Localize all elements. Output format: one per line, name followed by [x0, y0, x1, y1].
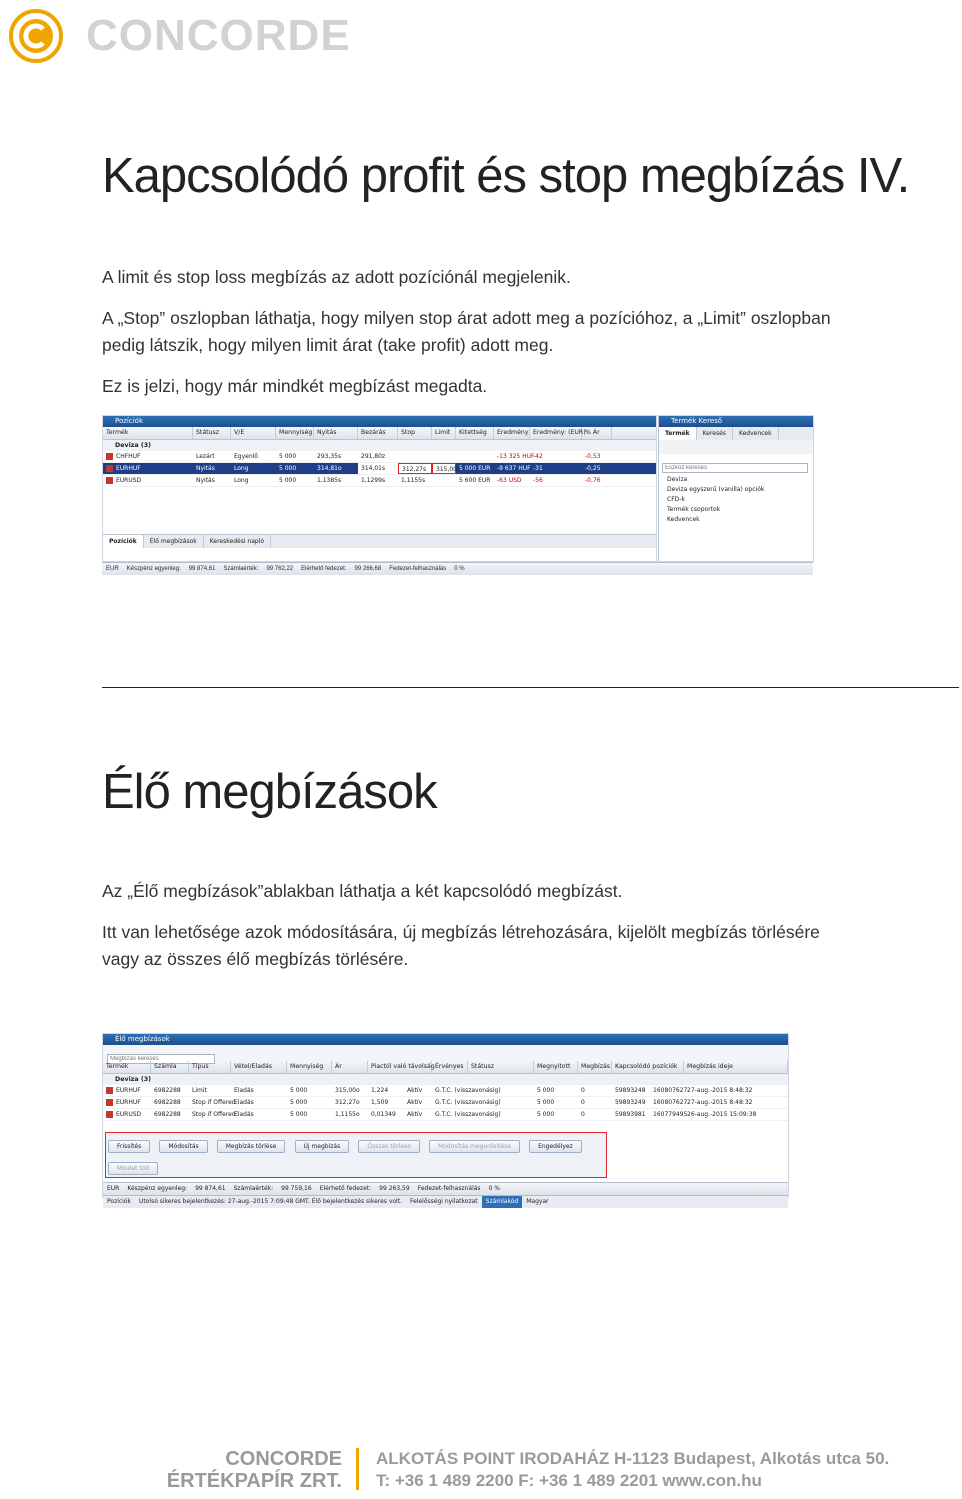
col-termek[interactable]: Termék — [103, 1061, 151, 1073]
paragraph-3: Ez is jelzi, hogy már mindkét megbízást megadta. — [102, 376, 488, 396]
orders-window — [102, 1033, 789, 1205]
cell: -0,76 — [585, 477, 601, 484]
cell: 293,35s — [317, 453, 342, 460]
delete-all-button[interactable]: Összes törlése — [358, 1140, 420, 1153]
disclaimer-link[interactable]: Felelősségi nyilatkozat — [409, 1198, 478, 1205]
toolbar-icons — [659, 440, 813, 454]
paragraph-5a: Itt van lehetősége azok módosítására, új megbízás létrehozására, kijelölt megbízás törlésére — [102, 922, 820, 942]
status-label: Számlaérték: — [233, 1185, 274, 1192]
concorde-logo-icon — [8, 8, 64, 64]
cell: 1,1155s — [401, 477, 426, 484]
col-mennyiseg[interactable]: Mennyiség — [276, 427, 314, 439]
footer-address: ALKOTÁS POINT IRODAHÁZ H-1123 Budapest, Alkotás utca 50. — [376, 1449, 890, 1468]
footer-name1: CONCORDE — [225, 1448, 342, 1470]
col-ve[interactable]: V/E — [231, 427, 276, 439]
order-action-buttons — [105, 1132, 607, 1178]
cell: Long — [234, 477, 249, 484]
status-label: Fedezet-felhasználás — [417, 1185, 481, 1192]
status-value: 99 874,61 — [188, 566, 216, 572]
col-megbizas[interactable]: Megbízás — [578, 1061, 612, 1073]
status-value: 0 % — [454, 566, 465, 572]
table-row[interactable] — [103, 451, 656, 463]
orders-window-title: Élő megbízások — [103, 1034, 788, 1045]
col-statusz[interactable]: Státusz — [468, 1061, 534, 1073]
tab-kereskedesi-naplo[interactable]: Kereskedési napló — [204, 535, 271, 548]
cell: 26-aug.-2015 15:09:38 — [687, 1111, 757, 1118]
section-title: Élő megbízások — [102, 765, 437, 819]
status-label: Készpénz egyenleg: — [126, 566, 181, 572]
brand-name: CONCORDE — [86, 11, 351, 60]
cell: 5 000 — [537, 1087, 555, 1094]
cell: 5 000 — [537, 1099, 555, 1106]
cell: 5 600 EUR — [459, 477, 491, 484]
cell: Nyitás — [196, 477, 215, 484]
currency: EUR — [106, 566, 119, 572]
positions-tabs — [103, 534, 656, 548]
stop-cell[interactable]: 312,27s — [398, 463, 432, 474]
product-finder-title: Termék Kereső — [659, 416, 813, 427]
currency: EUR — [107, 1185, 120, 1192]
positions-window-title: Pozíciók — [103, 416, 656, 427]
cell: G.T.C. (visszavonásig) — [435, 1111, 501, 1118]
footer-info — [376, 1448, 889, 1492]
cell: 160807627 — [653, 1099, 688, 1106]
new-order-button[interactable]: Új megbízás — [295, 1140, 350, 1153]
status-label: Elérhető fedezet: — [319, 1185, 372, 1192]
col-mennyiseg[interactable]: Mennyiség — [287, 1061, 332, 1073]
cell: Eladás — [234, 1111, 254, 1118]
account-code[interactable]: Számlakód — [482, 1196, 523, 1208]
bottom-tab[interactable]: Pozíciók — [107, 1198, 132, 1205]
cell: -31 — [533, 465, 543, 472]
cell: 0,01349 — [371, 1111, 396, 1118]
positions-header — [103, 427, 656, 440]
cell: EURHUF — [116, 465, 141, 472]
cell: -13 325 HUF — [497, 453, 535, 460]
cell: 6982288 — [154, 1111, 181, 1118]
cell: 59893248 — [615, 1087, 646, 1094]
status-label: Készpénz egyenleg: — [127, 1185, 188, 1192]
table-row[interactable] — [103, 475, 656, 487]
flag-icon — [106, 477, 113, 484]
cell: Limit — [192, 1087, 207, 1094]
cell: 315,00o — [335, 1087, 360, 1094]
orders-group[interactable]: Deviza (3) — [103, 1074, 788, 1085]
col-ar-pct[interactable]: % Ár — [582, 427, 612, 439]
tab-kereses[interactable]: Keresés — [697, 427, 733, 440]
tab-elo-megbizasok[interactable]: Élő megbízások — [144, 535, 204, 548]
col-bezaras[interactable]: Bezárás — [358, 427, 398, 439]
col-statusz[interactable]: Státusz — [193, 427, 231, 439]
cell: 0 — [581, 1099, 585, 1106]
col-ervenyes[interactable]: Érvényes — [432, 1061, 468, 1073]
status-value: 99 759,16 — [281, 1185, 312, 1192]
cell: 6982288 — [154, 1087, 181, 1094]
enable-button[interactable]: Engedélyez — [529, 1140, 582, 1153]
tree-item[interactable]: Termék csoportok — [667, 506, 721, 513]
confirm-modify-button[interactable]: Módosítás megerősítése — [429, 1140, 520, 1153]
cell: 59893249 — [615, 1099, 646, 1106]
table-row[interactable] — [103, 463, 656, 475]
footer-contact: T: +36 1 489 2200 F: +36 1 489 2201 www.con.hu — [376, 1471, 762, 1490]
col-ar[interactable]: Ár — [332, 1061, 368, 1073]
col-limit[interactable]: Limit — [432, 427, 456, 439]
paragraph-2b: pedig látszik, hogy milyen limit árat (take profit) adott meg. — [102, 335, 554, 355]
cell: EURHUF — [116, 1087, 141, 1094]
col-eredmeny-eur[interactable]: Eredmény: (EUR) — [530, 427, 582, 439]
status-value: 99 266,68 — [354, 566, 382, 572]
section-divider — [102, 687, 959, 688]
cell: 5 000 — [537, 1111, 555, 1118]
cell: 5 000 — [279, 477, 297, 484]
status-label: Fedezet-felhasználás — [389, 566, 447, 572]
orders-bottom-bar — [103, 1195, 788, 1208]
cell: Aktív — [407, 1087, 423, 1094]
cell: Egyenlő — [234, 453, 258, 460]
cell: -9 637 HUF — [497, 465, 531, 472]
flag-icon — [106, 1087, 113, 1094]
refresh-button[interactable]: Frissítés — [108, 1140, 150, 1153]
page-title: Kapcsolódó profit és stop megbízás IV. — [102, 149, 910, 203]
cell: Stop if Offered — [192, 1111, 236, 1118]
cell: -63 USD — [497, 477, 522, 484]
cell: Eladás — [234, 1099, 254, 1106]
col-megnyitott[interactable]: Megnyitott — [534, 1061, 578, 1073]
cell: Aktív — [407, 1099, 423, 1106]
cell: G.T.C. (visszavonásig) — [435, 1087, 501, 1094]
cell: 6982288 — [154, 1099, 181, 1106]
cell: 0 — [581, 1087, 585, 1094]
table-row[interactable] — [103, 1109, 788, 1121]
paragraph-5b: vagy az összes élő megbízás törlésére. — [102, 949, 409, 969]
footer-divider — [356, 1448, 359, 1490]
table-row[interactable] — [103, 1085, 788, 1097]
cell: 160779495 — [653, 1111, 688, 1118]
col-kapcsolodo[interactable]: Kapcsolódó pozíciók — [612, 1061, 684, 1073]
footer-company — [166, 1448, 342, 1492]
flag-icon — [106, 453, 113, 460]
tab-poziciok[interactable]: Pozíciók — [103, 535, 144, 548]
tree-item[interactable]: Kedvencek — [667, 516, 700, 523]
cell: Nyitás — [196, 465, 215, 472]
col-tipus[interactable]: Típus — [189, 1061, 231, 1073]
orders-statusbar — [103, 1182, 788, 1195]
cell: -0,25 — [585, 465, 601, 472]
col-kitettseg[interactable]: Kitettség — [456, 427, 494, 439]
flag-icon — [106, 1099, 113, 1106]
cell — [456, 451, 494, 462]
tab-kedvencek[interactable]: Kedvencek — [733, 427, 779, 440]
status-label: Számlaérték: — [223, 566, 259, 572]
language[interactable]: Magyar — [526, 1198, 549, 1205]
col-stop[interactable]: Stop — [398, 427, 432, 439]
cell: EURUSD — [116, 1111, 142, 1118]
product-finder-panel — [658, 415, 814, 562]
positions-window — [102, 415, 657, 562]
col-vetel-eladas[interactable]: Vétel/Eladás — [231, 1061, 287, 1073]
cell: -0,53 — [585, 453, 601, 460]
cell: CHFHUF — [116, 453, 141, 460]
cell: 5 000 — [279, 465, 297, 472]
footer-name2: ÉRTÉKPAPÍR ZRT. — [166, 1470, 342, 1492]
cell: 1,1155o — [335, 1111, 360, 1118]
cell: 1,224 — [371, 1087, 389, 1094]
cell: 314,01s — [358, 463, 398, 474]
col-piactol[interactable]: Piactól való távolság — [368, 1061, 432, 1073]
cell: Eladás — [234, 1087, 254, 1094]
cell: 160807627 — [653, 1087, 688, 1094]
cell — [398, 451, 432, 462]
col-eredmeny[interactable]: Eredmény — [494, 427, 530, 439]
tree-item[interactable]: CFD-k — [667, 496, 685, 503]
flag-icon — [106, 1111, 113, 1118]
col-nyitas[interactable]: Nyitás — [314, 427, 358, 439]
login-status: Utolsó sikeres bejelentkezés: 27-aug.-2015 7:09:48 GMT. Élő bejelentkezés sikeres volt. — [139, 1198, 402, 1205]
cell — [432, 451, 456, 462]
status-value: 99 874,61 — [195, 1185, 226, 1192]
col-megbizas-ideje[interactable]: Megbízás ideje — [684, 1061, 788, 1073]
status-value: 99 263,59 — [379, 1185, 410, 1192]
limit-cell[interactable]: 315,00s — [432, 463, 456, 474]
search-input[interactable] — [662, 463, 808, 473]
cell: -42 — [533, 453, 543, 460]
orders-header — [103, 1061, 788, 1074]
col-termek[interactable]: Termék — [103, 427, 193, 439]
modify-button[interactable]: Módosítás — [159, 1140, 207, 1153]
cell: EURUSD — [116, 477, 142, 484]
cell: 5 000 — [290, 1099, 308, 1106]
paragraph-4: Az „Élő megbízások”ablakban láthatja a két kapcsolódó megbízást. — [102, 881, 623, 901]
cell: Stop if Offered — [192, 1099, 236, 1106]
col-szamla[interactable]: Számla — [151, 1061, 189, 1073]
status-value: 99 762,22 — [266, 566, 294, 572]
paragraph-1: A limit és stop loss megbízás az adott pozíciónál megjelenik. — [102, 267, 571, 287]
tab-termek[interactable]: Termék — [659, 427, 697, 440]
cell: 1,1299s — [361, 477, 386, 484]
cell — [432, 475, 456, 486]
table-row[interactable] — [103, 1097, 788, 1109]
cell: Lezárt — [196, 453, 215, 460]
cell: 291,80z — [361, 453, 386, 460]
tree-item[interactable]: Deviza egyszerű (vanilla) opciók — [667, 486, 765, 493]
cell: 312,27o — [335, 1099, 360, 1106]
cell: 314,81o — [317, 465, 342, 472]
cell: Long — [234, 465, 249, 472]
positions-statusbar — [102, 562, 813, 575]
status-label: Elérhető fedezet: — [301, 566, 347, 572]
product-finder-tabs — [659, 427, 813, 440]
cell: 27-aug.-2015 8:48:32 — [687, 1087, 753, 1094]
tree-item[interactable]: Deviza — [667, 476, 688, 483]
cell: Aktív — [407, 1111, 423, 1118]
cell: 0 — [581, 1111, 585, 1118]
flag-icon — [106, 465, 113, 472]
fill-all-button[interactable]: Mindet tölt — [108, 1162, 158, 1175]
cell: G.T.C. (visszavonásig) — [435, 1099, 501, 1106]
cell: 5 000 — [290, 1087, 308, 1094]
cell: 27-aug.-2015 8:48:32 — [687, 1099, 753, 1106]
cell: 59893981 — [615, 1111, 646, 1118]
status-value: 0 % — [488, 1185, 500, 1192]
positions-group[interactable]: Deviza (3) — [103, 440, 656, 451]
delete-order-button[interactable]: Megbízás törlése — [217, 1140, 286, 1153]
cell: 1,509 — [371, 1099, 389, 1106]
paragraph-2a: A „Stop” oszlopban láthatja, hogy milyen stop árat adott meg a pozícióhoz, a „Limit” oszlopban — [102, 308, 831, 328]
cell: EURHUF — [116, 1099, 141, 1106]
cell: 5 000 — [279, 453, 297, 460]
cell: 5 000 EUR — [459, 465, 491, 472]
cell: 5 000 — [290, 1111, 308, 1118]
product-tree — [659, 475, 813, 525]
cell: 1,1385s — [317, 477, 342, 484]
cell: -56 — [533, 477, 543, 484]
